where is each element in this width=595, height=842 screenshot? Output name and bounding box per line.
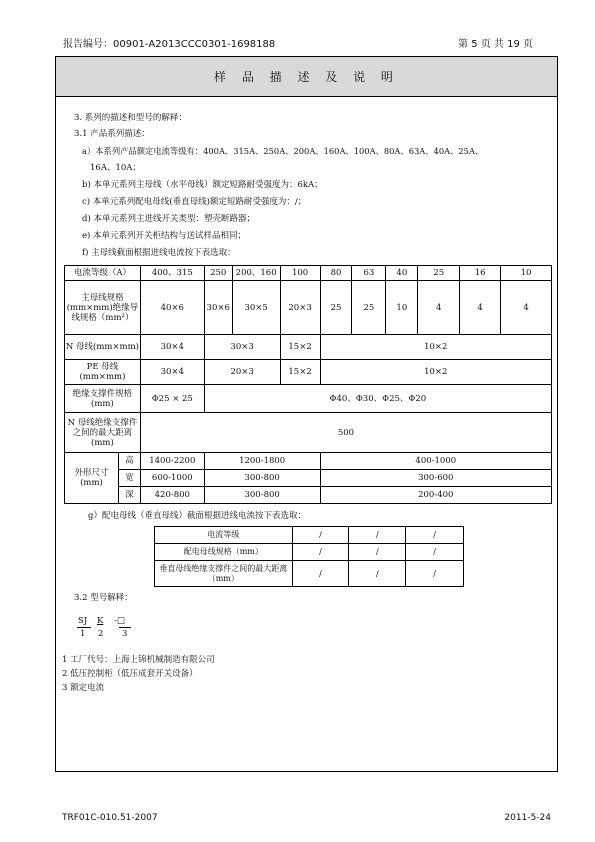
- form-number: TRF01C-010.51-2007: [62, 813, 158, 823]
- table-row: [155, 527, 464, 544]
- table-cell: 绝缘支撑件规格(mm): [65, 385, 141, 413]
- table-cell: 16: [460, 266, 501, 281]
- item-e: e) 本单元系列开关柜结构与送试样品相同；: [82, 231, 247, 241]
- table-cell: 10×2: [320, 360, 551, 385]
- table-cell: 10: [386, 281, 418, 335]
- table-cell: 200、160: [232, 266, 280, 281]
- table-cell: 400、315: [140, 266, 204, 281]
- table-cell: 4: [501, 281, 552, 335]
- item-b: b) 本单元系列主母线（水平母线）额定短路耐受强度为：6kA；: [82, 180, 323, 190]
- underline: [119, 627, 131, 628]
- table-cell: 500: [140, 413, 551, 453]
- table-cell: PE 母线(mm×mm): [65, 360, 141, 385]
- item-f: f) 主母线截面根据进线电流按下表选取：: [82, 248, 236, 258]
- table-cell: 30×3: [204, 335, 280, 360]
- table-cell: 主母线规格(mm×mm)绝缘导线规格（mm²）: [65, 281, 141, 335]
- table-row: [65, 385, 552, 413]
- model-explain-2: 2 低压控制柜（低压成套开关设备）: [62, 669, 198, 679]
- table-cell: 30×6: [204, 281, 232, 335]
- footer-date: 2011-5-24: [504, 813, 551, 823]
- table-cell: 30×5: [232, 281, 280, 335]
- table-cell: 20×3: [280, 281, 320, 335]
- table-cell: 15×2: [280, 360, 320, 385]
- table-cell: 200-400: [320, 487, 551, 504]
- table-row: [155, 561, 464, 587]
- table-cell: 25: [320, 281, 352, 335]
- table-cell: /: [349, 544, 406, 561]
- model-explain-3: 3 额定电流: [62, 683, 105, 693]
- table-cell: /: [406, 544, 464, 561]
- model-explain-1: 1 工厂代号：上海上锦机械制造有限公司: [62, 655, 215, 665]
- table-cell: 100: [280, 266, 320, 281]
- model-part-2: K: [97, 616, 104, 626]
- table-cell: 300-600: [320, 470, 551, 487]
- table-cell: 4: [418, 281, 460, 335]
- table-cell: 420-800: [140, 487, 204, 504]
- table-cell: 配电母线规格（mm）: [155, 544, 293, 561]
- table-cell: /: [292, 561, 349, 587]
- table-cell: 63: [352, 266, 386, 281]
- table-cell: 30×4: [140, 335, 204, 360]
- underline: [77, 627, 91, 628]
- table-cell: 1200-1800: [204, 453, 320, 470]
- table-cell: 15×2: [280, 335, 320, 360]
- page-title: 样 品 描 述 及 说 明: [56, 57, 557, 97]
- table-row: [65, 453, 552, 470]
- section-heading: 3. 系列的描述和型号的解释：: [74, 113, 187, 123]
- subsection-3-1: 3.1 产品系列描述：: [74, 129, 150, 139]
- table-row: [65, 487, 552, 504]
- table-cell: 80: [320, 266, 352, 281]
- table-cell: 10×2: [320, 335, 551, 360]
- model-num-2: 2: [98, 629, 104, 639]
- table-cell: /: [406, 527, 464, 544]
- item-g: g）配电母线（垂直母线）截面根据进线电流按下表选取：: [88, 511, 306, 521]
- model-part-3: -□: [114, 616, 125, 626]
- table-cell: 25: [352, 281, 386, 335]
- table-cell: 40×6: [140, 281, 204, 335]
- model-num-1: 1: [80, 629, 86, 639]
- table-cell: N 母线(mm×mm): [65, 335, 141, 360]
- table-cell: 10: [501, 266, 552, 281]
- table-cell: Φ25 × 25: [140, 385, 204, 413]
- report-number: 报告编号：00901-A2013CCC0301-1698188: [63, 39, 276, 50]
- main-bus-spec-table: [64, 265, 552, 504]
- table-cell: /: [349, 561, 406, 587]
- table-row: [65, 360, 552, 385]
- table-cell: 深: [118, 487, 140, 504]
- table-row: [65, 281, 552, 335]
- table-cell: 400-1000: [320, 453, 551, 470]
- model-part-1: SJ: [78, 616, 88, 626]
- table-row: [65, 413, 552, 453]
- table-cell: 电流等级（A）: [65, 266, 141, 281]
- table-cell: 30×4: [140, 360, 204, 385]
- table-row: [65, 266, 552, 281]
- item-c: c) 本单元系列配电母线(垂直母线)额定短路耐受强度为：/；: [82, 197, 307, 207]
- table-cell: 1400-2200: [140, 453, 204, 470]
- table-cell: 600-1000: [140, 470, 204, 487]
- table-cell: 300-800: [204, 470, 320, 487]
- table-cell: 4: [460, 281, 501, 335]
- table-cell: 250: [204, 266, 232, 281]
- table-cell: /: [292, 544, 349, 561]
- page-info: 第 5 页 共 19 页: [458, 39, 533, 50]
- item-a-line2: 16A、10A；: [90, 163, 141, 173]
- table-cell: 垂直母线绝缘支撑件之间的最大距离（mm）: [155, 561, 293, 587]
- table-cell: 电流等级: [155, 527, 293, 544]
- table-cell: /: [292, 527, 349, 544]
- busbar-table: [154, 526, 464, 587]
- table-cell: /: [349, 527, 406, 544]
- table-row: [65, 470, 552, 487]
- table-cell: /: [406, 561, 464, 587]
- table-cell: 300-800: [204, 487, 320, 504]
- item-a-line1: a）本系列产品额定电流等级有：400A、315A、250A、200A、160A、100A、80A、63A、40A、25A、: [82, 146, 484, 156]
- table-cell: N 母线绝缘支撑件之间的最大距离(mm): [65, 413, 141, 453]
- table-cell: 40: [386, 266, 418, 281]
- table-cell: Φ40、Φ30、Φ25、Φ20: [204, 385, 551, 413]
- table-cell: 高: [118, 453, 140, 470]
- table-cell: 外形尺寸(mm): [65, 453, 119, 504]
- table-cell: 20×3: [204, 360, 280, 385]
- table-cell: 25: [418, 266, 460, 281]
- table-row: [65, 335, 552, 360]
- item-d: d) 本单元系列主进线开关类型：塑壳断路器；: [82, 214, 255, 224]
- table-row: [155, 544, 464, 561]
- model-num-3: 3: [122, 629, 128, 639]
- table-cell: 宽: [118, 470, 140, 487]
- subsection-3-2: 3.2 型号解释：: [74, 593, 133, 603]
